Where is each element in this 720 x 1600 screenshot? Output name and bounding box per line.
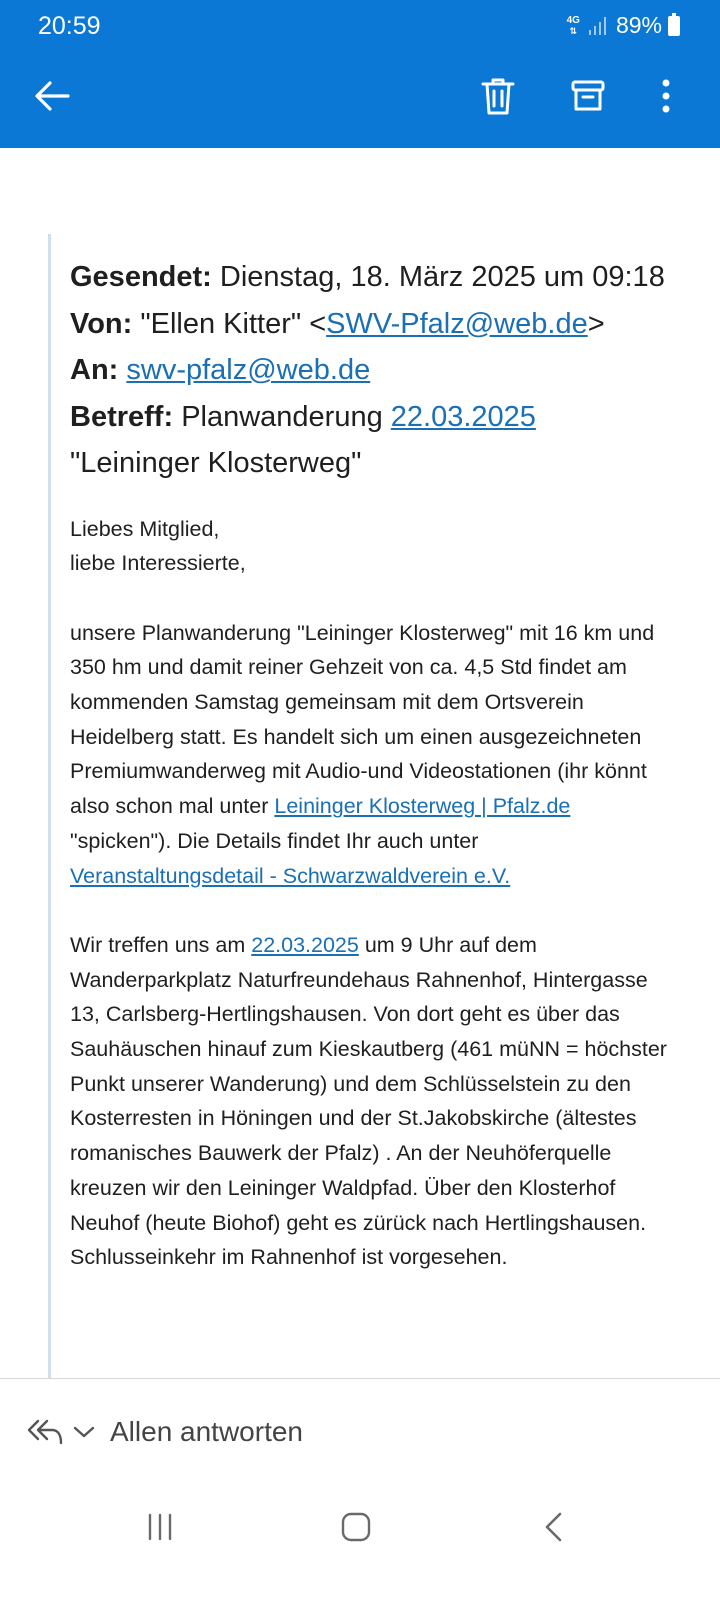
more-options-button[interactable] <box>640 70 692 122</box>
email-content[interactable] <box>0 148 720 1378</box>
veranstaltungsdetail-link[interactable]: Veranstaltungsdetail - Schwarzwaldverein e.V. <box>70 863 511 888</box>
network-type-label: 4G <box>566 14 580 26</box>
battery-percent: 89% <box>615 12 662 38</box>
archive-button[interactable] <box>562 70 614 122</box>
archive-icon <box>570 78 606 114</box>
app-header <box>0 0 720 148</box>
subject-label: Betreff: <box>70 400 174 433</box>
from-email-link[interactable]: SWV-Pfalz@web.de <box>326 307 588 340</box>
recents-button[interactable] <box>130 1502 190 1552</box>
message-body <box>70 512 668 1275</box>
to-label: An: <box>70 354 119 386</box>
quoted-message <box>48 234 688 1378</box>
paragraph-2-start: Wir treffen uns am <box>70 932 246 957</box>
chevron-left-icon <box>542 1511 566 1543</box>
paragraph-1 <box>70 616 668 894</box>
status-bar <box>0 0 720 54</box>
from-name: "Ellen Kitter" < <box>140 307 327 340</box>
delete-button[interactable] <box>472 70 524 122</box>
arrow-left-icon <box>34 80 70 112</box>
sent-label: Gesendet: <box>70 261 212 293</box>
home-button[interactable] <box>326 1502 386 1552</box>
network-type-icon: 4G ⇅ <box>566 14 580 36</box>
battery-icon <box>668 16 680 36</box>
greeting-line-2: liebe Interessierte, <box>70 551 246 576</box>
reply-all-icon <box>26 1415 66 1449</box>
status-right <box>567 12 680 39</box>
from-line <box>70 301 668 348</box>
status-time: 20:59 <box>38 12 101 40</box>
trash-icon <box>480 76 516 116</box>
greeting <box>70 512 668 581</box>
reply-all-label: Allen antworten <box>110 1416 304 1447</box>
signal-icon <box>588 16 608 36</box>
bottom-bar <box>0 1378 720 1600</box>
paragraph-1-text: unsere Planwanderung "Leininger Klosterweg" mit 16 km und 350 hm und damit reiner Gehzeit von ca. 4,5 Std findet am kommenden Samstag gemeinsam mit dem Ortsverein Heidelberg statt. Es handelt sich um einen ausgezeichneten Premiumwanderweg mit Audio-und Videostationen (ihr könnt also schon mal unter <box>70 620 655 819</box>
system-nav-bar <box>0 1494 720 1564</box>
home-icon <box>340 1511 372 1543</box>
system-back-button[interactable] <box>524 1502 584 1552</box>
subject-date-link[interactable]: 22.03.2025 <box>390 400 536 433</box>
subject-text: Planwanderung <box>181 400 383 433</box>
from-close: > <box>587 307 605 340</box>
subject-title: "Leininger Klosterweg" <box>70 447 362 479</box>
leininger-klosterweg-link[interactable]: Leininger Klosterweg | Pfalz.de <box>274 794 571 819</box>
paragraph-1-mid: "spicken"). Die Details findet Ihr auch unter <box>70 828 479 853</box>
paragraph-2-text: um 9 Uhr auf dem Wanderparkplatz Naturfreundehaus Rahnenhof, Hintergasse 13, Carlsberg-Hertlingshausen. Von dort geht es über das Sauhäuschen hinauf zum Kieskautberg (461 müNN = höchster Punkt unserer Wanderung) und dem Schlüsselstein zu den Kosterresten in Höningen und der St.Jakobskirche (ältestes romanisches Bauwerk der Pfalz) . An der Neuhöferquelle kreuzen wir den Leininger Waldpfad. Über den Klosterhof Neuhof (heute Biohof) geht es zürück nach Hertlingshausen. Schlusseinkehr im Rahnenhof ist vorgesehen. <box>70 932 667 1270</box>
more-vertical-icon <box>661 79 671 113</box>
greeting-line-1: Liebes Mitglied, <box>70 516 220 541</box>
date-link[interactable]: 22.03.2025 <box>251 932 359 957</box>
chevron-down-icon[interactable] <box>72 1424 96 1440</box>
to-email-link[interactable]: swv-pfalz@web.de <box>126 354 371 386</box>
subject-line <box>70 394 668 487</box>
reply-all-button[interactable] <box>26 1409 303 1455</box>
sent-line <box>70 254 668 301</box>
recents-icon <box>145 1512 175 1542</box>
sent-value: Dienstag, 18. März 2025 um 09:18 <box>219 261 665 293</box>
from-label: Von: <box>70 307 133 340</box>
quoted-header <box>70 234 668 487</box>
to-line <box>70 347 668 394</box>
paragraph-2 <box>70 928 668 1275</box>
back-button[interactable] <box>26 70 78 122</box>
